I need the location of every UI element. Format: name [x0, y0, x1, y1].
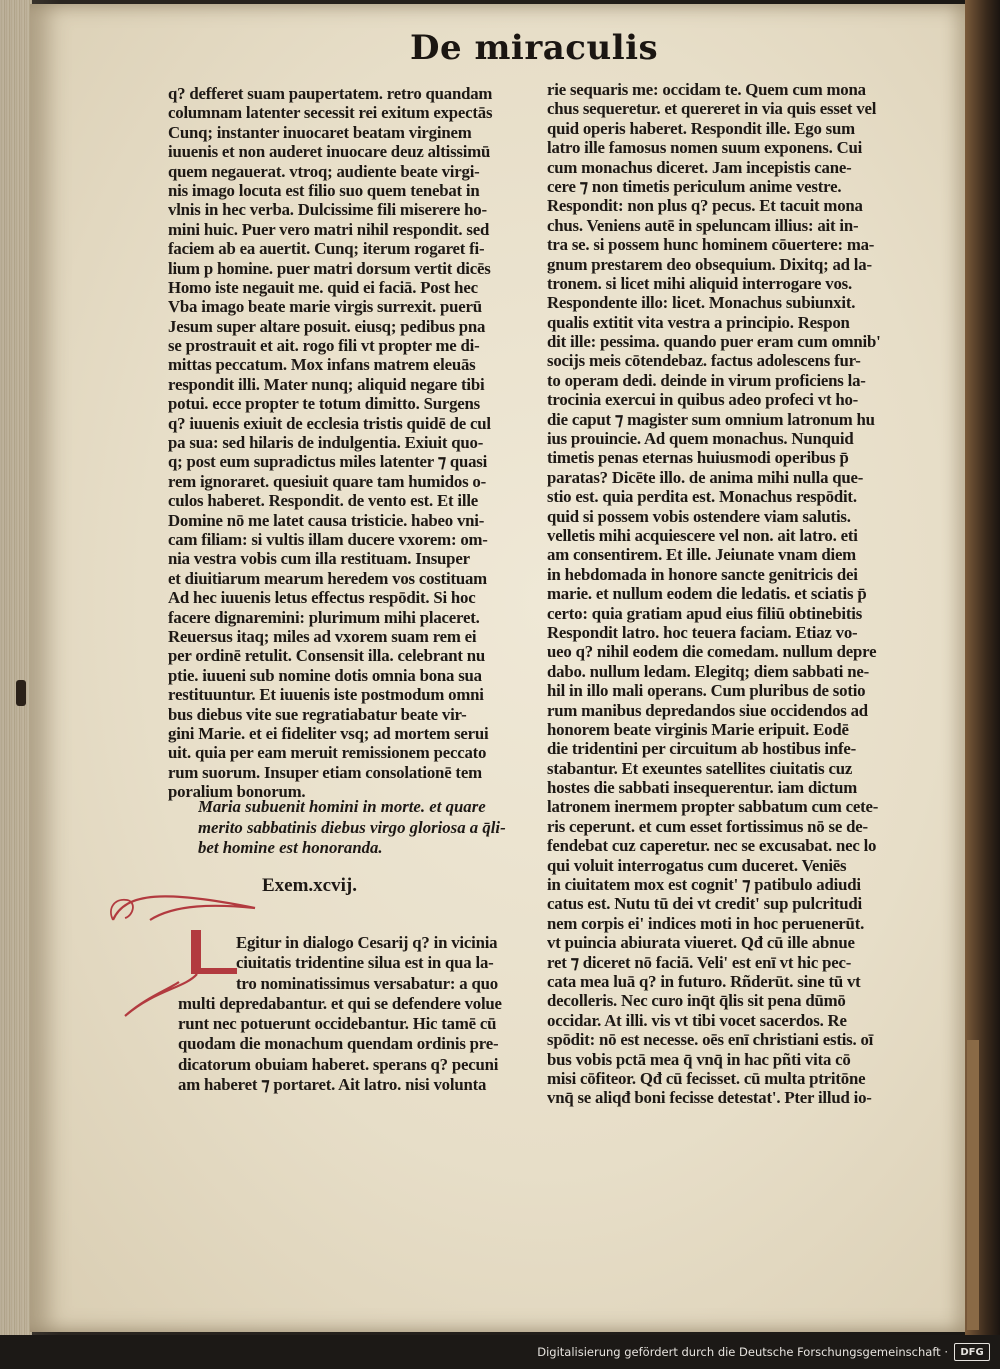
text-line: latro ille famosus nomen suum exponens. Cui: [547, 138, 863, 158]
text-line: poralium bonorum.: [168, 782, 306, 802]
text-line: Respondit: non plus q? pecus. Et tacuit mona: [547, 196, 863, 216]
rubric-line: Maria subuenit homini in morte. et quare: [198, 797, 486, 816]
text-line: q; post eum supradictus miles latenter ⁊ quasi: [168, 452, 488, 472]
text-line: qui voluit interrogatus cum duceret. Veniēs: [547, 855, 847, 875]
text-line: misi cōfiteor. Qđ cū fecisset. cū multa ptritōne: [547, 1068, 866, 1088]
text-line: Respondente illo: licet. Monachus subiunxit.: [547, 293, 856, 313]
text-line: ris ceperunt. et cum esset fortissimus nō se de-: [547, 816, 868, 836]
text-line: vnq̄ se aliqđ boni fecisse detestat'. Pter illud io-: [547, 1088, 872, 1108]
text-line: rie sequaris me: occidam te. Quem cum mona: [547, 80, 866, 99]
text-line: nem corpis ei' indices moti in hoc peruenerūt.: [547, 913, 865, 933]
initial-stem: [191, 930, 237, 974]
text-line: bus diebus vite sue regratiabatur beate vir-: [168, 704, 467, 724]
footer-bar: [0, 1335, 1000, 1369]
text-line: honorem beate virginis Marie eripuit. Eodē: [547, 719, 849, 739]
chapter-line: runt nec potuerunt occidebantur. Hic tamē cū: [178, 1014, 497, 1034]
chapter-line: ciuitatis tridentine silua est in qua la-: [236, 953, 494, 973]
text-line: tra se. si possem hunc hominem cōuertere: ma-: [547, 235, 875, 255]
chapter-line: Egitur in dialogo Cesarij q? in vicinia: [236, 933, 498, 952]
text-line: certo: quia gratiam apud eius filiū obtinebitis: [547, 603, 863, 623]
text-line: q? iuuenis exiuit de ecclesia tristis quidē de cul: [168, 413, 491, 433]
text-line: potui. ecce propter te totum dimitto. Surgens: [168, 394, 480, 414]
text-line: marie. et nullum eodem die ledatis. et sciatis p̄: [547, 584, 867, 604]
text-line: Jesum super altare posuit. eiusq; pedibus pna: [168, 316, 486, 336]
text-line: paratas? Dicēte illo. de anima mihi nulla que-: [547, 467, 864, 487]
text-line: culos haberet. Respondit. de vento est. Et ille: [168, 491, 479, 511]
text-line: to operam dedi. deinde in virum proficiens la-: [547, 370, 866, 390]
text-line: catus est. Nutu tū dei vt credit' sup pulcritudi: [547, 894, 863, 914]
text-line: die tridentini per circuitum ab hostibus infe-: [547, 739, 857, 759]
text-line: qualis extitit vita vestra a principio. Respon: [547, 312, 850, 332]
text-line: facere dignaremini: plurimum mihi placeret.: [168, 607, 480, 627]
text-line: nis imago locuta est filio suo quem tenebat in: [168, 180, 480, 200]
book-cover-edge: [965, 0, 1000, 1335]
text-line: latronem inermem propter sabbatum cum cete-: [547, 797, 879, 817]
text-line: Domine nō me latet causa tristicie. habeo vni-: [168, 510, 485, 530]
text-line: chus sequeretur. et quereret in via quis esset vel: [547, 99, 877, 119]
cover-strip: [967, 1040, 979, 1330]
text-line: trocinia exercui in quibus adeo profeci vt ho-: [547, 390, 859, 410]
text-line: ueo q? nihil eodem die comedam. nullum depre: [547, 642, 877, 662]
text-line: Cunq; instanter inuocaret beatam virginem: [168, 122, 472, 142]
text-line: faciem ab ea auertit. Cunq; iterum rogaret fi-: [168, 239, 485, 259]
text-line: dit ille: pessima. quando puer eram cum omnib': [547, 332, 881, 352]
text-line: occidar. At illi. vis vt tibi vocet sacerdos. Re: [547, 1010, 847, 1030]
chapter-line: am haberet ⁊ portaret. Ait latro. nisi volunta: [178, 1075, 487, 1095]
text-line: pa sua: sed hilaris de indulgentia. Exiuit quo-: [168, 433, 484, 453]
text-line: socijs meis cōtendebaz. factus adolescens fur-: [547, 351, 861, 371]
text-line: et diuitiarum mearum heredem vos costituam: [168, 568, 487, 588]
text-line: per ordinē retulit. Consensit illa. celebrant nu: [168, 646, 486, 666]
text-line: quid operis haberet. Respondit ille. Ego sum: [547, 118, 855, 138]
text-line: in ciuitatem mox est cognit' ⁊ patibulo adiudi: [547, 875, 861, 895]
text-line: gnum prestarem deo obsequium. Dixitq; ad la-: [547, 254, 872, 274]
text-line: ret ⁊ diceret nō faciā. Veli' est enī vt hic pec-: [547, 952, 852, 972]
rubric-heading: [198, 797, 508, 859]
text-line: hostes die sabbati insequerentur. iam dictum: [547, 778, 858, 798]
text-line: quem negauerat. vtroq; audiente beate virgi-: [168, 161, 480, 181]
text-line: fendebat cuz caperetur. nec se excusabat. nec lo: [547, 836, 877, 856]
chapter-line: tro nominatissimus versabatur: a quo: [236, 973, 498, 993]
left-column: [168, 84, 513, 801]
binding-mark: [16, 680, 26, 706]
text-line: vt puincia abiurata viueret. Qđ cū ille abnue: [547, 933, 855, 953]
text-line: vlnis in hec verba. Dulcissime fili miserere ho-: [168, 200, 487, 220]
text-line: Vba imago beate marie virgis surrexit. puerū: [168, 297, 482, 317]
text-line: rum manibus depredandos siue occidendos ad: [547, 700, 868, 720]
text-line: timetis penas eternas huiusmodi operibus p̄: [547, 448, 849, 468]
text-line: respondit illi. Mater nunq; aliquid negare tibi: [168, 374, 485, 394]
text-line: ius prouincie. Ad quem monachus. Nunquid: [547, 429, 854, 449]
text-line: Respondit latro. hoc teuera faciam. Etiaz vo-: [547, 622, 858, 642]
text-line: se prostrauit et ait. rogo fili vt propter me di-: [168, 336, 480, 356]
text-line: cere ⁊ non timetis periculum anime vestre.: [547, 176, 842, 196]
chapter-line: dicatorum obuiam haberet. sperans q? pecuni: [178, 1054, 499, 1074]
page-header: De miraculis: [410, 28, 659, 68]
text-line: cum monachus diceret. Jam incepistis cane-: [547, 157, 852, 177]
text-line: quid si possem vobis ostendere viam salutis.: [547, 506, 851, 526]
text-line: decolleris. Nec curo inq̄t q̄lis sit pena dūmō: [547, 991, 846, 1011]
text-line: dabo. nullum ledam. Elegitq; diem sabbati ne-: [547, 661, 870, 681]
text-line: hil in illo mali operans. Cum pluribus de sotio: [547, 681, 866, 701]
text-line: iuuenis et non auderet inuocare deuz altissimū: [168, 142, 491, 162]
page-stack-edges: [0, 0, 32, 1335]
rubric-line: merito sabbatinis diebus virgo gloriosa a q̄li-: [198, 817, 506, 837]
initial-letter: L: [187, 974, 188, 975]
funding-credit: Digitalisierung gefördert durch die Deutsche Forschungsgemeinschaft ·: [537, 1345, 948, 1359]
text-line: cata mea luā q? in futuro. Rñderūt. sine tū vt: [547, 971, 861, 991]
text-line: stabantur. Et exeuntes satellites ciuitatis cuz: [547, 758, 853, 778]
text-line: mittas peccatum. Mox infans matrem eleuās: [168, 355, 476, 375]
text-line: columnam latenter secessit rei exitum expectās: [168, 103, 493, 123]
dfg-logo: DFG: [954, 1343, 990, 1361]
text-line: spōdit: nō est necesse. oēs enī christiani estis. oī: [547, 1030, 874, 1050]
rubric-line: bet homine est honoranda.: [198, 838, 383, 857]
text-line: Reuersus itaq; miles ad vxorem suam rem ei: [168, 626, 477, 646]
chapter-line: multi depredabantur. et qui se defendere volue: [178, 993, 502, 1013]
chapter-line: quodam die monachum quendam ordinis pre-: [178, 1034, 499, 1054]
right-column: [547, 80, 892, 1108]
text-line: rem ignoraret. quesiuit quare tam humidos o-: [168, 471, 486, 491]
text-line: uit. quia per eam meruit remissionem peccato: [168, 743, 487, 763]
text-line: nia vestra vobis cum illa restituam. Insuper: [168, 549, 470, 569]
text-line: am consentirem. Et ille. Jeiunate vnam diem: [547, 545, 856, 565]
text-line: lium p homine. puer matri dorsum vertit dicēs: [168, 258, 491, 278]
chapter-text: [178, 933, 516, 1095]
text-line: tronem. si licet mihi aliquid interrogare vos.: [547, 273, 852, 293]
text-line: Ad hec iuuenis letus effectus respōdit. Si hoc: [168, 588, 476, 608]
text-line: q? defferet suam paupertatem. retro quandam: [168, 84, 493, 103]
exemplum-label: Exem.xcvij.: [262, 875, 357, 896]
text-line: stio est. quia perdita est. Monachus respōdit.: [547, 487, 857, 507]
text-line: velletis mihi acquiescere vel non. ait latro. eti: [547, 525, 858, 545]
text-line: chus. Veniens autē in speluncam illius: ait in-: [547, 215, 859, 235]
text-line: in hebdomada in honore sancte genitricis dei: [547, 564, 858, 584]
text-line: restituuntur. Et iuuenis iste postmodum omni: [168, 685, 484, 705]
text-line: bus vobis pctā mea q̄ vnq̄ in hac pñti vita cō: [547, 1049, 851, 1069]
text-line: cam filiam: si vultis illam ducere vxorem: om-: [168, 529, 488, 549]
text-line: Homo iste negauit me. quid ei faciā. Post hec: [168, 277, 478, 297]
text-line: ptie. iuueni sub nomine dotis omnia bona sua: [168, 665, 482, 685]
text-line: rum suorum. Insuper etiam consolationē tem: [168, 762, 482, 782]
text-line: mini huic. Puer vero matri nihil respondit. sed: [168, 219, 490, 239]
initial-flourish-top: [113, 896, 255, 920]
text-line: gini Marie. et ei fideliter vsq; ad mortem serui: [168, 723, 489, 743]
text-line: die caput ⁊ magister sum omnium latronum hu: [547, 409, 875, 429]
